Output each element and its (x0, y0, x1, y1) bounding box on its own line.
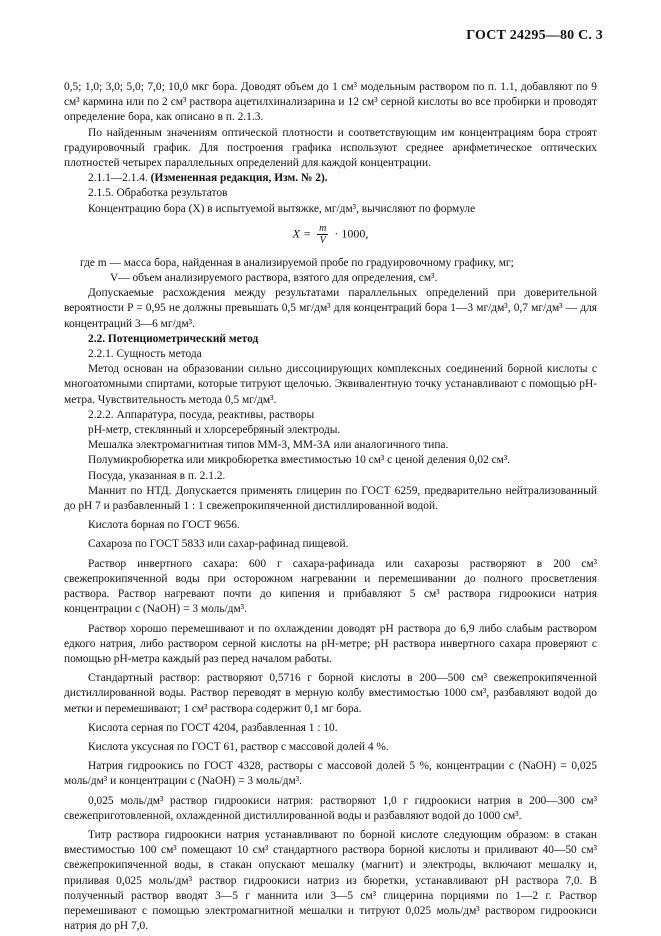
formula-legend: V— объем анализируемого раствора, взятого для определения, см³. (110, 272, 438, 285)
section-heading: 2.2.2. Аппаратура, посуда, реактивы, растворы (88, 408, 315, 421)
paragraph: Допускаемые расхождения между результатами параллельных определений при доверительной вероятности P = 0,95 не должны превышать 0,5 мг/дм³ для концентраций бора 1—3 мг/дм³, 0,7 мг/дм³ — для концентраций 3—6 мг/дм³. (64, 287, 597, 330)
paragraph: Натрия гидроокись по ГОСТ 4328, растворы с массовой долей 5 %, концентрации c (NaOH) = 0,025 моль/дм³ и концентрации c (NaOH) = 3 моль/дм³. (64, 760, 597, 788)
document-body (64, 80, 597, 934)
section-heading: 2.1.5. Обработка результатов (88, 187, 228, 200)
paragraph: Концентрацию бора (X) в испытуемой вытяжке, мг/дм³, вычисляют по формуле (88, 202, 476, 215)
formula (64, 223, 597, 246)
paragraph: Раствор инвертного сахара: 600 г сахара-рафинада или сахарозы растворяют в 200 см³ свежепрокипяченной воды при осторожном нагревании и перемешивании до полного просветления раствора. Раствор нагревают почти до кипения и прибавляют 5 см³ раствора гидроокиси натрия концентрации c (NaOH) = 3 моль/дм³. (64, 557, 597, 616)
formula-fraction (317, 223, 328, 246)
paragraph: 0,025 моль/дм³ раствор гидроокиси натрия: растворяют 1,0 г гидроокиси натрия в 200—300 см³ свежеприготовленной, охлажденной дистиллированной воды и разбавляют водой до 1000 см³. (64, 794, 597, 822)
paragraph: Посуда, указанная в п. 2.1.2. (88, 469, 226, 482)
paragraph: Маннит по НТД. Допускается применять глицерин по ГОСТ 6259, предварительно нейтрализованный до рН 7 и разбавленный 1 : 1 свежепрокипяченной дистиллированной водой. (64, 484, 597, 513)
paragraph: Полумикробюретка или микробюретка вместимостью 10 см³ с ценой деления 0,02 см³. (88, 454, 511, 467)
clause-range: 2.1.1—2.1.4. (88, 172, 148, 185)
formula-left: X = (292, 226, 312, 241)
formula-right: · 1000, (334, 226, 369, 241)
amendment-note: (Измененная редакция, Изм. № 2). (147, 172, 328, 185)
paragraph: Кислота серная по ГОСТ 4204, разбавленная 1 : 10. (88, 721, 338, 734)
page-header: ГОСТ 24295—80 С. 3 (466, 28, 603, 43)
paragraph: Раствор хорошо перемешивают и по охлаждении доводят рН раствора до 6,9 либо слабым раствором едкого натрия, либо раствором серной кислоты на рН-метре; рН раствора инвертного сахара проверяют с помощью рН-метра каждый раз перед началом работы. (64, 622, 597, 665)
paragraph: Кислота уксусная по ГОСТ 61, раствор с массовой долей 4 %. (88, 740, 389, 753)
paragraph: Мешалка электромагнитная типов ММ-3, ММ-3А или аналогичного типа. (88, 439, 449, 452)
paragraph: 0,5; 1,0; 3,0; 5,0; 7,0; 10,0 мкг бора. Доводят объем до 1 см³ модельным раствором по п. 1.1, добавляют по 9 см³ кармина или по 2 см³ раствора ацетилхинализарина и 12 см³ серной кислоты во все пробирки и проводят определение бора, как описано в п. 2.1.3. (64, 81, 597, 124)
section-heading: 2.2.1. Сущность метода (88, 348, 202, 361)
paragraph-amendment (64, 171, 597, 186)
section-heading-bold: 2.2. Потенциометрический метод (88, 332, 259, 345)
paragraph: Метод основан на образовании сильно диссоциирующих комплексных соединений борной кислоты с многоатомными спиртами, которые титруют щелочью. Эквивалентную точку устанавливают с помощью рН-метра. Чувствительность метода 0,5 мг/дм³. (64, 363, 597, 406)
formula-denominator: V (319, 234, 326, 246)
formula-numerator: m (319, 222, 327, 234)
paragraph: Кислота борная по ГОСТ 9656. (88, 519, 240, 532)
paragraph: Титр раствора гидроокиси натрия устанавливают по борной кислоте следующим образом: в стакан вместимостью 100 см³ помещают 10 см³ стандартного раствора борной кислоты и приливают 40—50 см³ свежепрокипяченной воды, в стакан опускают мешалку (магнит) и электроды, включают мешалку и, приливая 0,025 моль/дм³ раствор гидроокиси натриз из бюретки, устанавливают рН раствора 7,0. В полученный раствор вводят 3—5 г маннита или 3—5 см³ глицерина порциями по 1—2 г. Раствор перемешивают с помощью электромагнитной мешалки и титруют 0,025 моль/дм³ раствором гидроокиси натрия до рН 7,0. (64, 828, 597, 933)
paragraph: рН-метр, стеклянный и хлорсеребряный электроды. (88, 424, 341, 437)
paragraph: Стандартный раствор: растворяют 0,5716 г борной кислоты в 200—500 см³ свежепрокипяченной дистиллированной воды. Раствор переводят в мерную колбу вместимостью 1000 см³, разбавляют водой до метки и перемешивают; 1 см³ раствора содержит 0,1 мг бора. (64, 672, 597, 715)
paragraph: По найденным значениям оптической плотности и соответствующим им концентрациям бора строят градуировочный график. Для построения графика используют среднее арифметическое оптических плотностей четырех параллельных определений для каждой концентрации. (64, 126, 597, 170)
formula-legend: где m — масса бора, найденная в анализируемой пробе по градуировочному графику, мг; (80, 256, 514, 269)
paragraph: Сахароза по ГОСТ 5833 или сахар-рафинад пищевой. (88, 538, 349, 551)
